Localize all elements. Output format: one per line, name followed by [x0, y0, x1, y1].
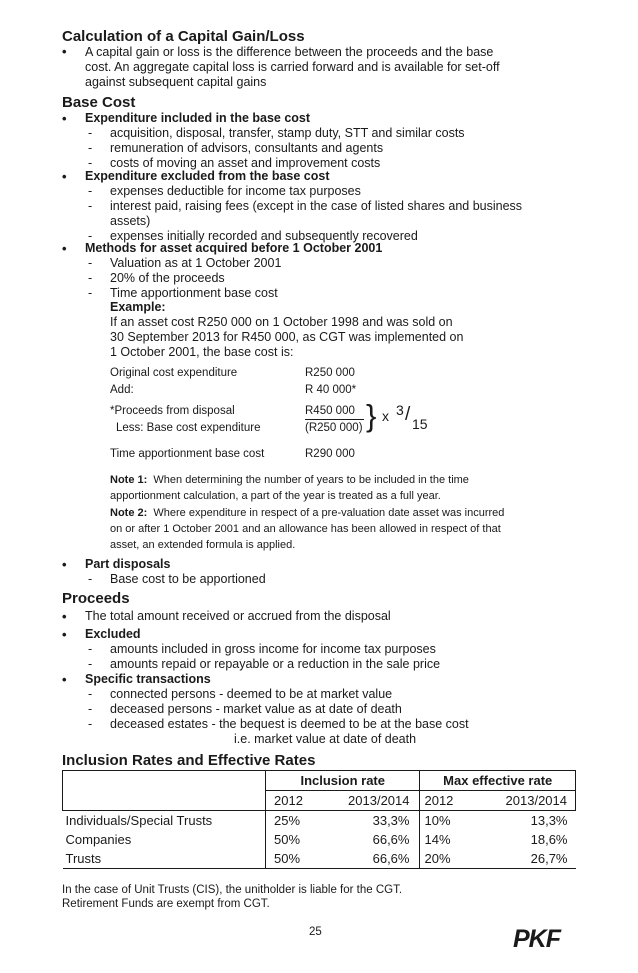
calc-less-label: Less: Base cost expenditure [116, 422, 261, 434]
rate-cell: 25% [266, 811, 320, 831]
calc-less-value: (R250 000) [305, 422, 363, 434]
dash: - [88, 572, 93, 586]
excluded-item: assets) [110, 214, 151, 228]
example-text: 30 September 2013 for R450 000, as CGT was implemented on [110, 330, 464, 344]
rate-cell: 26,7% [472, 849, 576, 869]
specific-heading: Specific transactions [85, 672, 211, 686]
included-heading: Expenditure included in the base cost [85, 111, 311, 125]
excluded-item: expenses deductible for income tax purposes [110, 184, 361, 198]
note-1-label: Note 1: [110, 474, 148, 486]
bullet: • [62, 672, 67, 687]
dash: - [88, 286, 93, 300]
bullet: • [62, 169, 67, 184]
calc-time-value: R290 000 [305, 448, 355, 460]
table-row [63, 811, 576, 831]
year-cell: 2012 [266, 791, 320, 811]
calc-slash: / [405, 404, 411, 425]
rates-footer-line: In the case of Unit Trusts (CIS), the unitholder is liable for the CGT. [62, 884, 403, 896]
rate-cell: 66,6% [372, 832, 410, 847]
calc-divider [305, 419, 364, 420]
dash: - [88, 156, 93, 170]
calc-numerator: 3 [396, 402, 404, 418]
dash: - [88, 229, 93, 243]
bullet: • [62, 557, 67, 572]
methods-heading: Methods for asset acquired before 1 October 2001 [85, 241, 383, 255]
bullet: • [62, 111, 67, 126]
bullet: • [62, 627, 67, 642]
calc-add-label: Add: [110, 384, 134, 396]
rates-corner-cell [63, 791, 266, 811]
dash: - [88, 717, 93, 731]
rate-cell: 66,6% [320, 849, 420, 869]
calc-brace: } [366, 398, 377, 433]
rate-cell: 13,3% [472, 811, 576, 831]
method-item: Time apportionment base cost [110, 286, 278, 300]
rate-cell: 33,3% [320, 811, 420, 831]
section-title-cgt: Calculation of a Capital Gain/Loss [62, 28, 305, 45]
row-label: Individuals/Special Trusts [63, 811, 266, 831]
row-label: Companies [65, 832, 132, 847]
dash: - [88, 687, 93, 701]
rate-cell: 14% [420, 830, 472, 849]
example-label: Example: [110, 300, 166, 314]
note-1 [110, 472, 469, 488]
proceeds-excluded-heading: Excluded [85, 627, 141, 641]
section-title-base-cost: Base Cost [62, 94, 136, 111]
specific-item-cont: i.e. market value at date of death [234, 732, 417, 746]
note-1-cont: apportionment calculation, a part of the year is treated as a full year. [110, 490, 441, 502]
note-1-text: When determining the number of years to be included in the time [153, 474, 469, 486]
col-max-effective-rate: Max effective rate [420, 771, 576, 791]
dash: - [88, 126, 93, 140]
dash: - [88, 141, 93, 155]
cgt-intro-line: A capital gain or loss is the difference between the proceeds and the base [85, 45, 494, 59]
included-item: remuneration of advisors, consultants and agents [110, 141, 384, 155]
proceeds-excluded-item: amounts included in gross income for income tax purposes [110, 642, 436, 656]
dash: - [88, 657, 93, 671]
table-row [63, 849, 576, 869]
included-item: costs of moving an asset and improvement costs [110, 156, 381, 170]
note-2-text: Where expenditure in respect of a pre-valuation date asset was incurred [153, 507, 505, 519]
part-item: Base cost to be apportioned [110, 572, 266, 586]
rates-header-row [63, 771, 576, 791]
example-text: 1 October 2001, the base cost is: [110, 345, 294, 359]
specific-item: deceased persons - market value as at date of death [110, 702, 402, 716]
specific-item: connected persons - deemed to be at market value [110, 687, 393, 701]
calc-add-value: R 40 000* [305, 384, 357, 396]
note-2-cont: asset, an extended formula is applied. [110, 539, 296, 551]
rate-cell: 10% [420, 811, 472, 831]
rate-cell: 18,6% [530, 832, 568, 847]
note-2 [110, 505, 504, 521]
page-number: 25 [309, 926, 322, 938]
year-cell: 2013/2014 [348, 793, 410, 808]
row-label: Trusts [63, 849, 266, 869]
rate-cell: 50% [266, 830, 320, 849]
dash: - [88, 184, 93, 198]
pkf-logo: PKF [513, 925, 560, 953]
rates-footer-line: Retirement Funds are exempt from CGT. [62, 898, 270, 910]
calc-orig-value: R250 000 [305, 367, 355, 379]
calc-times: x [382, 408, 389, 424]
year-cell: 2013/2014 [472, 791, 576, 811]
year-cell: 2012 [420, 791, 472, 811]
cgt-intro-line: against subsequent capital gains [85, 75, 267, 89]
calc-orig-label: Original cost expenditure [110, 367, 238, 379]
proceeds-excluded-item: amounts repaid or repayable or a reduction in the sale price [110, 657, 441, 671]
dash: - [88, 256, 93, 270]
dash: - [88, 642, 93, 656]
excluded-item: expenses initially recorded and subsequently recovered [110, 229, 418, 243]
excluded-heading: Expenditure excluded from the base cost [85, 169, 330, 183]
example-text: If an asset cost R250 000 on 1 October 1998 and was sold on [110, 315, 453, 329]
bullet: • [62, 44, 67, 59]
rate-cell: 50% [266, 849, 320, 869]
excluded-item: interest paid, raising fees (except in the case of listed shares and business [110, 199, 523, 213]
note-2-cont: on or after 1 October 2001 and an allowance has been allowed in respect of that [110, 523, 501, 535]
dash: - [88, 271, 93, 285]
calc-time-label: Time apportionment base cost [110, 448, 265, 460]
bullet: • [62, 241, 67, 256]
rates-corner-cell [63, 771, 266, 791]
calc-proceeds-label: *Proceeds from disposal [110, 405, 235, 417]
method-item: Valuation as at 1 October 2001 [110, 256, 282, 270]
calc-denominator: 15 [412, 416, 428, 432]
note-2-label: Note 2: [110, 507, 148, 519]
dash: - [88, 702, 93, 716]
rate-cell: 20% [420, 849, 472, 869]
method-item: 20% of the proceeds [110, 271, 225, 285]
rates-table [62, 770, 576, 869]
rates-year-row [63, 791, 576, 811]
included-item: acquisition, disposal, transfer, stamp duty, STT and similar costs [110, 126, 465, 140]
proceeds-total: The total amount received or accrued from the disposal [85, 609, 391, 623]
part-heading: Part disposals [85, 557, 171, 571]
specific-item: deceased estates - the bequest is deemed to be at the base cost [110, 717, 469, 731]
calc-proceeds-value: R450 000 [305, 405, 355, 417]
dash: - [88, 199, 93, 213]
col-inclusion-rate: Inclusion rate [266, 771, 420, 791]
section-title-proceeds: Proceeds [62, 590, 130, 607]
bullet: • [62, 609, 67, 624]
table-row [63, 830, 576, 849]
section-title-rates: Inclusion Rates and Effective Rates [62, 752, 316, 769]
cgt-intro-line: cost. An aggregate capital loss is carried forward and is available for set-off [85, 60, 500, 74]
